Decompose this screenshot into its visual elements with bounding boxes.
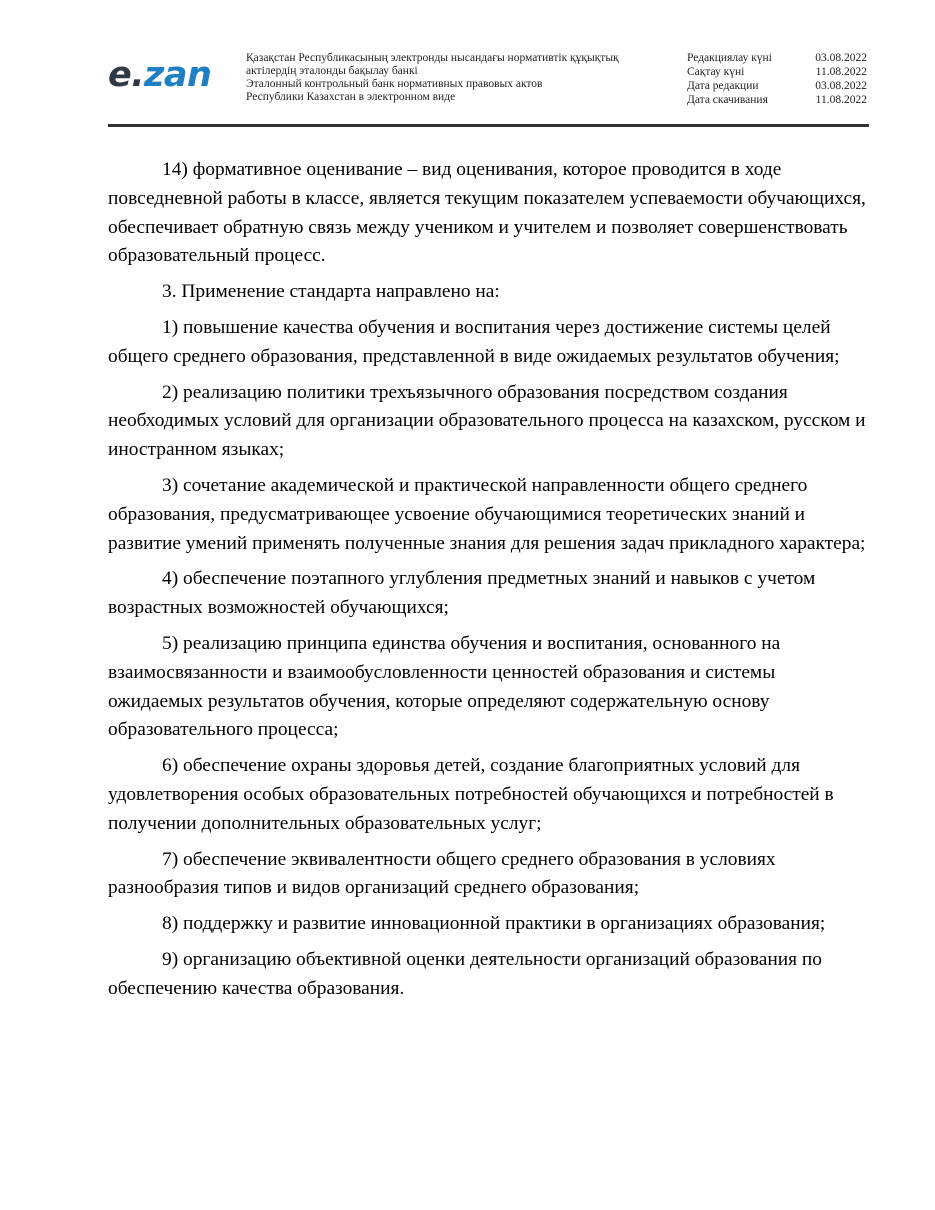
- meta-label: Сақтау күні: [687, 66, 745, 78]
- logo-dot: .: [131, 55, 145, 95]
- paragraph: 14) формативное оценивание – вид оценивания, которое проводится в ходе повседневной работы в классе, является текущим показателем успеваемости обучающихся, обеспечивает обратную связь между учеником и учителем и позволяет совершенствовать образовательный процесс.: [108, 159, 866, 267]
- header-description-line: Қазақстан Республикасының электронды нысандағы нормативтік құқықтық: [246, 52, 619, 64]
- header-description-line: актілердің эталонды бақылау банкі: [246, 65, 418, 77]
- meta-row: [687, 51, 867, 65]
- paragraph: 2) реализацию политики трехъязычного образования посредством создания необходимых условий для организации образовательного процесса на казахском, русском и иностранном языках;: [108, 381, 866, 461]
- paragraph: 4) обеспечение поэтапного углубления предметных знаний и навыков с учетом возрастных возможностей обучающихся;: [108, 568, 816, 619]
- logo-e: e: [108, 55, 132, 95]
- meta-row: [687, 93, 867, 107]
- ezan-logo: [108, 55, 211, 95]
- meta-label: Дата скачивания: [687, 94, 768, 106]
- meta-value: 03.08.2022: [815, 52, 867, 64]
- meta-value: 03.08.2022: [815, 80, 867, 92]
- paragraph: 9) организацию объективной оценки деятельности организаций образования по обеспечению качества образования.: [108, 948, 822, 999]
- meta-value: 11.08.2022: [815, 94, 867, 106]
- header-description-line: Эталонный контрольный банк нормативных правовых актов: [246, 78, 543, 90]
- paragraph: 6) обеспечение охраны здоровья детей, создание благоприятных условий для удовлетворения особых образовательных потребностей обучающихся и потребностей в получении дополнительных образовательных услуг;: [108, 755, 834, 834]
- header-dates: [687, 51, 867, 107]
- paragraph: 7) обеспечение эквивалентности общего среднего образования в условиях разнообразия типов и видов организаций среднего образования;: [108, 848, 776, 899]
- header-divider: [108, 124, 869, 127]
- paragraph: 3. Применение стандарта направлено на:: [162, 281, 500, 303]
- paragraph: 1) повышение качества обучения и воспитания через достижение системы целей общего среднего образования, представленной в виде ожидаемых результатов обучения;: [108, 316, 840, 367]
- meta-label: Дата редакции: [687, 80, 759, 92]
- document-body: [108, 156, 868, 1011]
- paragraph: 5) реализацию принципа единства обучения и воспитания, основанного на взаимосвязанности и взаимообусловленности ценностей образования и системы ожидаемых результатов обучения, которые определяют содержательную основу образовательного процесса;: [108, 632, 781, 741]
- logo-zan: zan: [144, 55, 212, 95]
- meta-label: Редакциялау күні: [687, 52, 772, 64]
- header-description: [246, 52, 666, 104]
- paragraph: 3) сочетание академической и практической направленности общего среднего образования, предусматривающее усвоение обучающимися теоретических знаний и развитие умений применять полученные знания для решения задач прикладного характера;: [108, 474, 866, 554]
- paragraph: 8) поддержку и развитие инновационной практики в организациях образования;: [162, 913, 826, 935]
- meta-value: 11.08.2022: [815, 66, 867, 78]
- meta-row: [687, 65, 867, 79]
- meta-row: [687, 79, 867, 93]
- header-description-line: Республики Казахстан в электронном виде: [246, 91, 456, 103]
